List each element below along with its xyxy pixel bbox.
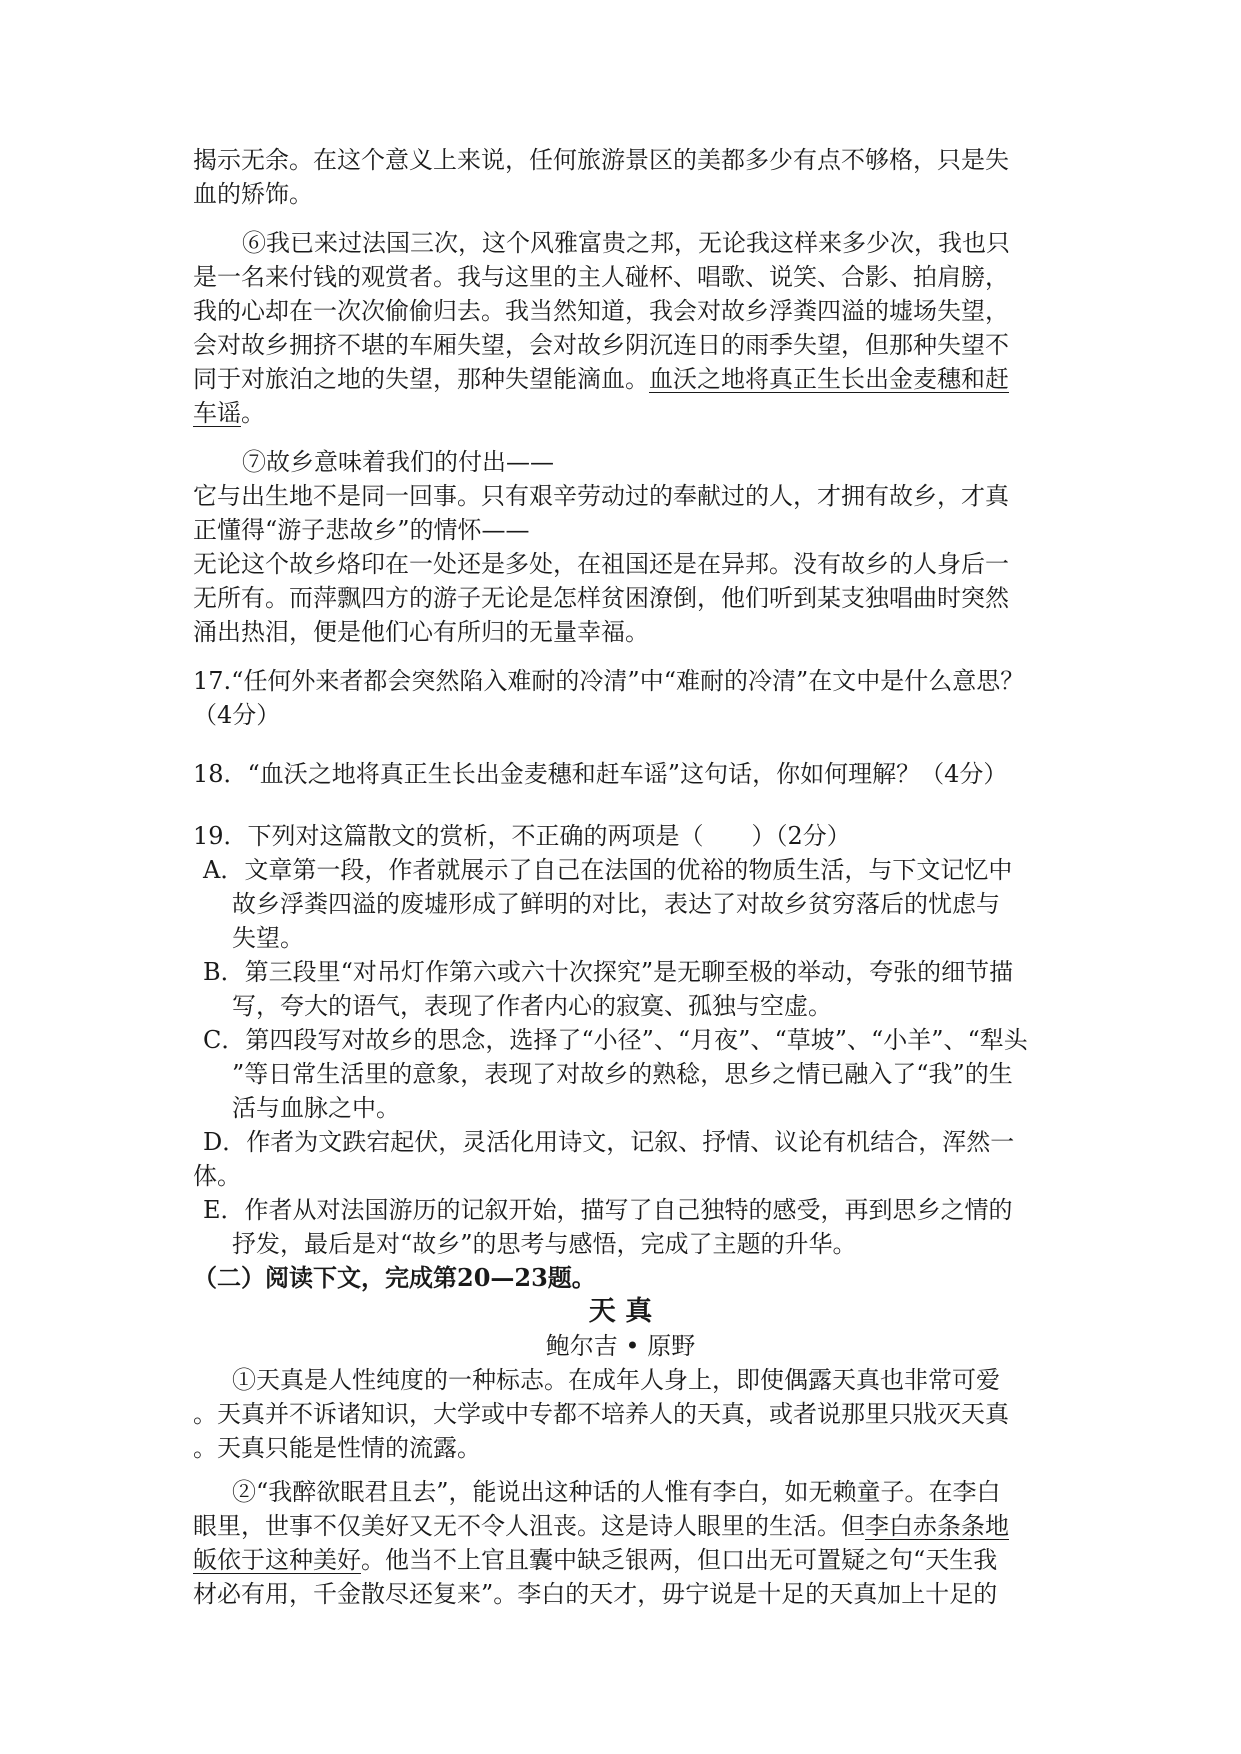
text-line: 涌出热泪，便是他们心有所归的无量幸福。 (193, 618, 649, 646)
text-line: 。天真只能是性情的流露。 (193, 1434, 481, 1462)
paragraph-2-start: ②“我醉欲眠君且去”，能说出这种话的人惟有李白，如无赖童子。在李白 (232, 1478, 1001, 1506)
text-line: 。天真并不诉诸知识，大学或中专都不培养人的天真，或者说那里只戕灭天真 (193, 1400, 1009, 1428)
text-line: 无论这个故乡烙印在一处还是多处，在祖国还是在异邦。没有故乡的人身后一 (193, 550, 1009, 578)
text-line (193, 1509, 1009, 1543)
option-c-cont: 活与血脉之中。 (232, 1094, 400, 1122)
underlined-sentence-end: 车谣 (193, 399, 241, 427)
text-line: 正懂得“游子悲故乡”的情怀—— (193, 516, 530, 544)
text-line: 会对故乡拥挤不堪的车厢失望，会对故乡阴沉连日的雨季失望，但那种失望不 (193, 331, 1009, 359)
underlined-sentence: 血沃之地将真正生长出金麦穗和赶 (649, 365, 1009, 393)
paragraph-7-start: ⑦故乡意味着我们的付出—— (242, 448, 554, 476)
text-line: 是一名来付钱的观赏者。我与这里的主人碰杯、唱歌、说笑、合影、拍肩膀， (193, 263, 1009, 291)
article-author: 鲍尔吉 • 原野 (545, 1332, 696, 1360)
question-17-score: （4分） (193, 701, 281, 729)
option-e-cont: 抒发，最后是对“故乡”的思考与感悟，完成了主题的升华。 (232, 1230, 857, 1258)
text-segment: 。 (241, 399, 265, 427)
option-d: D．作者为文跌宕起伏，灵活化用诗文，记叙、抒情、议论有机结合，浑然一 (203, 1128, 1015, 1156)
article-title: 天 真 (588, 1296, 653, 1327)
text-line: 我的心却在一次次偷偷归去。我当然知道，我会对故乡浮粪四溢的墟场失望， (193, 297, 1009, 325)
text-segment: 。他当不上官且囊中缺乏银两，但口出无可置疑之句“天生我 (361, 1546, 998, 1574)
option-e: E．作者从对法国游历的记叙开始，描写了自己独特的感受，再到思乡之情的 (203, 1196, 1013, 1224)
option-b-cont: 写，夸大的语气，表现了作者内心的寂寞、孤独与空虚。 (232, 992, 832, 1020)
underlined-sentence-end: 皈依于这种美好 (193, 1546, 361, 1574)
text-line (193, 1543, 997, 1577)
option-b: B．第三段里“对吊灯作第六或六十次探究”是无聊至极的举动，夸张的细节描 (203, 958, 1014, 986)
underlined-sentence: 李白赤条条地 (865, 1512, 1009, 1540)
section-heading: （二）阅读下文，完成第20—23题。 (193, 1263, 596, 1292)
option-c-cont: ”等日常生活里的意象，表现了对故乡的熟稔，思乡之情已融入了“我”的生 (232, 1060, 1013, 1088)
text-segment: 眼里，世事不仅美好又无不令人沮丧。这是诗人眼里的生活。但 (193, 1512, 865, 1540)
paragraph-1-start: ①天真是人性纯度的一种标志。在成年人身上，即使偶露天真也非常可爱 (232, 1366, 1000, 1394)
option-d-cont: 体。 (193, 1162, 241, 1190)
question-19: 19．下列对这篇散文的赏析，不正确的两项是（ ）（2分） (193, 822, 851, 850)
text-line: 材必有用，千金散尽还复来”。李白的天才，毋宁说是十足的天真加上十足的 (193, 1580, 998, 1608)
text-segment: 同于对旅泊之地的失望，那种失望能滴血。 (193, 365, 649, 393)
option-a-cont: 失望。 (232, 924, 304, 952)
question-17: 17.“任何外来者都会突然陷入难耐的冷清”中“难耐的冷清”在文中是什么意思？ (193, 667, 1025, 695)
option-a-cont: 故乡浮粪四溢的废墟形成了鲜明的对比，表达了对故乡贫穷落后的忧虑与 (232, 890, 1000, 918)
option-a: A．文章第一段，作者就展示了自己在法国的优裕的物质生活，与下文记忆中 (203, 856, 1013, 884)
text-line: 血的矫饰。 (193, 180, 313, 208)
text-line: 无所有。而萍飘四方的游子无论是怎样贫困潦倒，他们听到某支独唱曲时突然 (193, 584, 1009, 612)
text-line (193, 362, 1009, 396)
text-line: 它与出生地不是同一回事。只有艰辛劳动过的奉献过的人，才拥有故乡，才真 (193, 482, 1009, 510)
option-c: C．第四段写对故乡的思念，选择了“小径”、“月夜”、“草坡”、“小羊”、“犁头 (203, 1026, 1028, 1054)
question-18: 18．“血沃之地将真正生长出金麦穗和赶车谣”这句话，你如何理解？（4分） (193, 760, 1008, 788)
paragraph-6-start: ⑥我已来过法国三次，这个风雅富贵之邦，无论我这样来多少次，我也只 (242, 229, 1010, 257)
text-line: 揭示无余。在这个意义上来说，任何旅游景区的美都多少有点不够格，只是失 (193, 146, 1009, 174)
text-line (193, 396, 265, 430)
